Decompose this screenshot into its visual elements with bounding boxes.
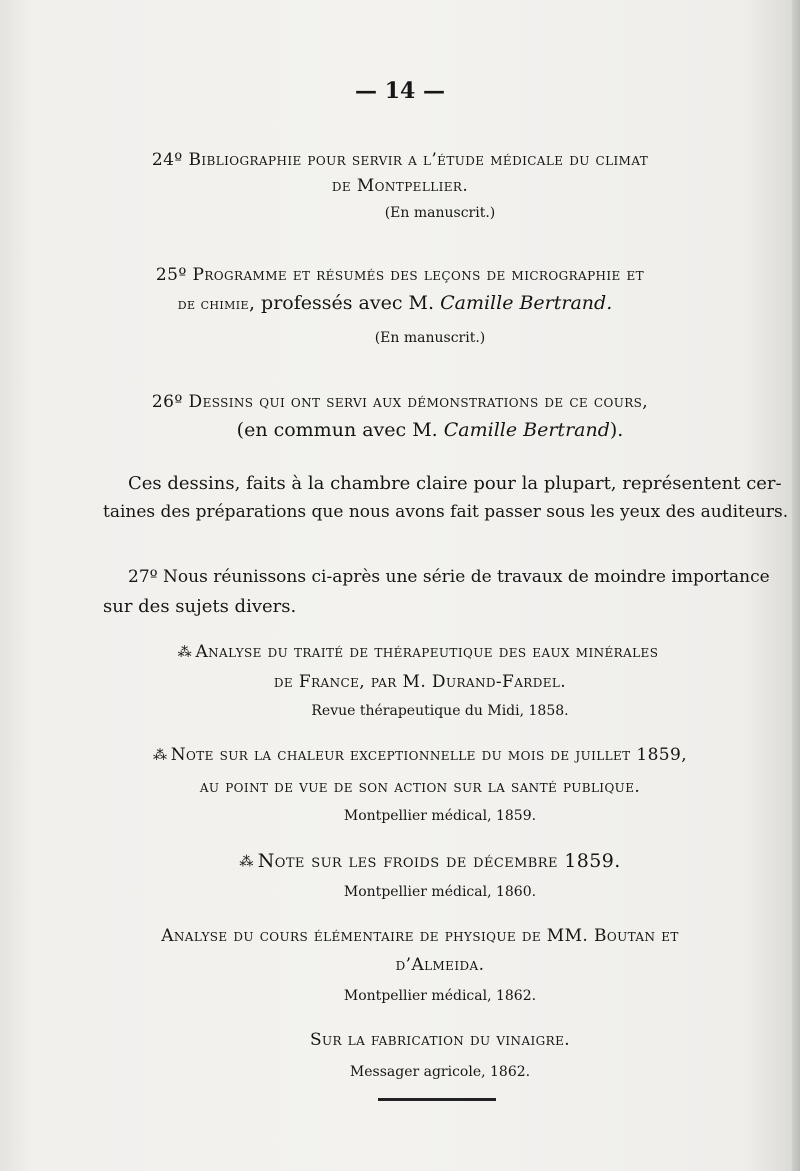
article-5-source: Messager agricole, 1862. — [349, 1064, 531, 1080]
entry-25-collaborator: Camille Bertrand. — [440, 292, 613, 314]
article-4-source: Montpellier médical, 1862. — [343, 988, 537, 1004]
article-2-source: Montpellier médical, 1859. — [343, 808, 537, 824]
entry-26-description-line2: taines des préparations que nous avons fait passer sous les yeux des auditeurs. — [103, 502, 789, 522]
entry-25-subject: de chimie — [177, 295, 249, 313]
entry-26-collaborator: Camille Bertrand — [443, 419, 610, 441]
entry-27-line2: sur des sujets divers. — [103, 596, 297, 617]
entry-24-note: (En manuscrit.) — [384, 205, 496, 221]
entry-26-title-line1: 26º Dessins qui ont servi aux démonstrations de ce cours, — [151, 392, 649, 412]
article-1-title-line1 — [18, 642, 800, 662]
page-number: — 14 — — [355, 78, 445, 104]
entry-24-title-line2: de Montpellier. — [331, 176, 469, 196]
entry-26-description-line1: Ces dessins, faits à la chambre claire pour la plupart, représentent cer- — [128, 473, 782, 494]
closing-rule — [378, 1098, 496, 1101]
entry-25-title-line1: 25º Programme et résumés des leçons de micrographie et — [155, 265, 645, 285]
entry-26-text-b: ). — [609, 419, 624, 441]
article-3-title-text: Note sur les froids de décembre 1859. — [257, 850, 621, 872]
article-3-title — [30, 850, 800, 872]
asterism-icon: ⁂ — [152, 747, 165, 764]
asterism-icon: ⁂ — [239, 854, 252, 870]
article-1-source: Revue thérapeutique du Midi, 1858. — [311, 703, 569, 719]
entry-26-title-line2 — [30, 419, 800, 441]
article-1-title-line2: de France, par M. Durand-Fardel. — [273, 672, 567, 692]
article-4-title-line2: d’Almeida. — [395, 955, 485, 975]
entry-25-text: , professés avec M. — [248, 292, 435, 314]
entry-24-title-line1: 24º Bibliographie pour servir a l’étude médicale du climat — [151, 150, 649, 170]
entry-26-text-a: (en commun avec M. — [236, 419, 438, 441]
article-2-title-line1 — [20, 745, 800, 765]
article-3-source: Montpellier médical, 1860. — [343, 884, 537, 900]
article-1-title-text: Analyse du traité de thérapeutique des eaux minérales — [195, 642, 659, 662]
entry-25-note: (En manuscrit.) — [374, 330, 486, 346]
article-2-title-line2: au point de vue de son action sur la santé publique. — [199, 777, 641, 797]
entry-25-title-line2 — [0, 292, 795, 314]
entry-27-line1: 27º Nous réunissons ci-après une série de travaux de moindre importance — [128, 567, 770, 587]
asterism-icon: ⁂ — [177, 644, 190, 661]
article-5-title: Sur la fabrication du vinaigre. — [309, 1030, 571, 1050]
article-4-title-line1: Analyse du cours élémentaire de physique de MM. Boutan et — [161, 926, 679, 946]
article-2-title-text: Note sur la chaleur exceptionnelle du mois de juillet 1859, — [170, 745, 688, 765]
